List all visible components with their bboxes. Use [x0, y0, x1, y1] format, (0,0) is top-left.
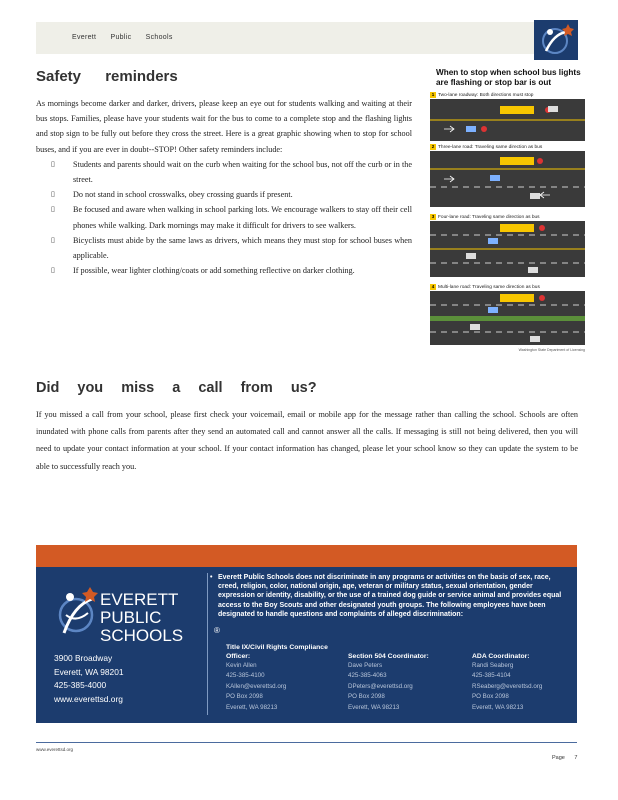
bullet-icon: ▯	[51, 266, 55, 275]
safety-bullet-list	[36, 157, 412, 279]
panel-label-1: 1 Two-lane roadway: Both directions must stop	[431, 92, 534, 98]
bus-stop-graphic	[428, 68, 585, 354]
everett-public-schools-logo	[54, 575, 230, 655]
nondiscrimination-statement: • Everett Public Schools does not discriminate in any programs or activities on the basis of sex, race, creed, religion, color, national origin, age, veteran or military status, sexual orientation, gender expression or identity, disability, or the use of a trained dog guide or service animal and provides equal access to the Boy Scouts and other designated youth groups. The following employees have been designated to handle questions and complaints of alleged discrimination:	[210, 574, 562, 618]
logo-line-schools: SCHOOLS	[100, 626, 184, 645]
road-diagram-4	[430, 291, 585, 345]
safety-intro: As mornings become darker and darker, drivers, please keep an eye out for students walking and waiting at their bus stops. Families, please have your students wait for the bus to come to a complete stop and the flashing lights and stop sign to be fully out before they cross the street. Here is a great graphic showing when to stop for school buses, and if you are ever in doubt--STOP! Other safety reminders include:	[36, 99, 412, 154]
list-item: ▯ Be focused and aware when walking in school parking lots. We encourage walkers to stay off their cell phones while walking. Dark mornings may make it difficult for drivers to see walkers.	[36, 202, 412, 232]
coordinator-section-504: Section 504 Coordinator: Dave Peters 425-385-4063 DPeters@everettsd.org PO Box 2098 Everett, WA 98213	[348, 653, 429, 711]
safety-body	[36, 96, 412, 278]
page-footer-rule	[36, 742, 577, 743]
missed-call-body: If you missed a call from your school, please first check your voicemail, email or mobile app for the message rather than calling the school. Schools are often inundated with phone calls from parents after they send an automated call and cannot answer all the calls. If messaging is still not being delivered, then you will need to update your contact information at your school. If your contact information has changed, please let your school know so they can update the system to be able to successfully reach you.	[36, 410, 578, 471]
safety-title: Safety reminders	[36, 68, 178, 85]
footer-divider	[207, 573, 208, 715]
list-item: ▯ Bicyclists must abide by the same laws as drivers, which means they must stop for school buses when applicable.	[36, 233, 412, 263]
panel-label-3: 3 Four-lane road: Traveling same direction as bus	[431, 214, 540, 220]
logo-line-everett: EVERETT	[100, 590, 179, 609]
page-label: Page	[552, 755, 565, 761]
address-city: Everett, WA 98201	[54, 666, 124, 677]
page-number-value: 7	[574, 755, 578, 761]
district-footer	[36, 567, 577, 723]
list-item: ▯ Students and parents should wait on the curb when waiting for the school bus, not off the curb or in the street.	[36, 157, 412, 187]
road-diagram-2	[430, 151, 585, 207]
address-street: 3900 Broadway	[54, 653, 113, 663]
footer-accent-band	[36, 545, 577, 567]
road-diagram-3	[430, 221, 585, 277]
logo-registered-mark: ®	[214, 626, 220, 635]
page-footer-url[interactable]: www.everettsd.org	[36, 747, 74, 752]
coordinator-title-ix: Title IX/Civil Rights Compliance Officer: Kevin Allen 425-385-4100 KAllen@everettsd.org PO Box 2098 Everett, WA 98213	[226, 644, 328, 711]
address-website[interactable]: www.everettsd.org	[54, 693, 123, 704]
list-item: ▯ If possible, wear lighter clothing/coats or add something reflective on darker clothing.	[36, 263, 412, 278]
district-logo	[528, 18, 584, 62]
coordinator-ada: ADA Coordinator: Randi Seaberg 425-385-4104 RSeaberg@everettsd.org PO Box 2098 Everett, WA 98213	[472, 653, 543, 711]
panel-label-2: 2 Three-lane road: Traveling same direction as bus	[431, 144, 543, 150]
list-item: ▯ Do not stand in school crosswalks, obey crossing guards if present.	[36, 187, 412, 202]
graphic-title: When to stop when school bus lights are flashing or stop bar is out	[436, 68, 581, 87]
page-number	[552, 755, 577, 761]
bullet-icon: ▯	[51, 205, 55, 214]
bullet-icon: ▯	[51, 159, 55, 168]
bullet-icon: ▯	[51, 235, 55, 244]
bullet-icon: •	[210, 574, 213, 581]
logo-line-public: PUBLIC	[100, 608, 162, 627]
header-school-name: Everett Public Schools	[72, 34, 173, 41]
panel-label-4: 4 Multi-lane road: Traveling same direction as bus	[431, 284, 540, 290]
graphic-credit: Washington State Department of Licensing	[518, 348, 585, 352]
missed-call-title: Did you miss a call from us?	[36, 380, 317, 396]
bullet-icon: ▯	[51, 190, 55, 199]
header-bar	[36, 22, 577, 54]
road-diagram-1	[430, 99, 585, 141]
address-phone: 425-385-4000	[54, 680, 107, 691]
district-address	[54, 652, 124, 706]
